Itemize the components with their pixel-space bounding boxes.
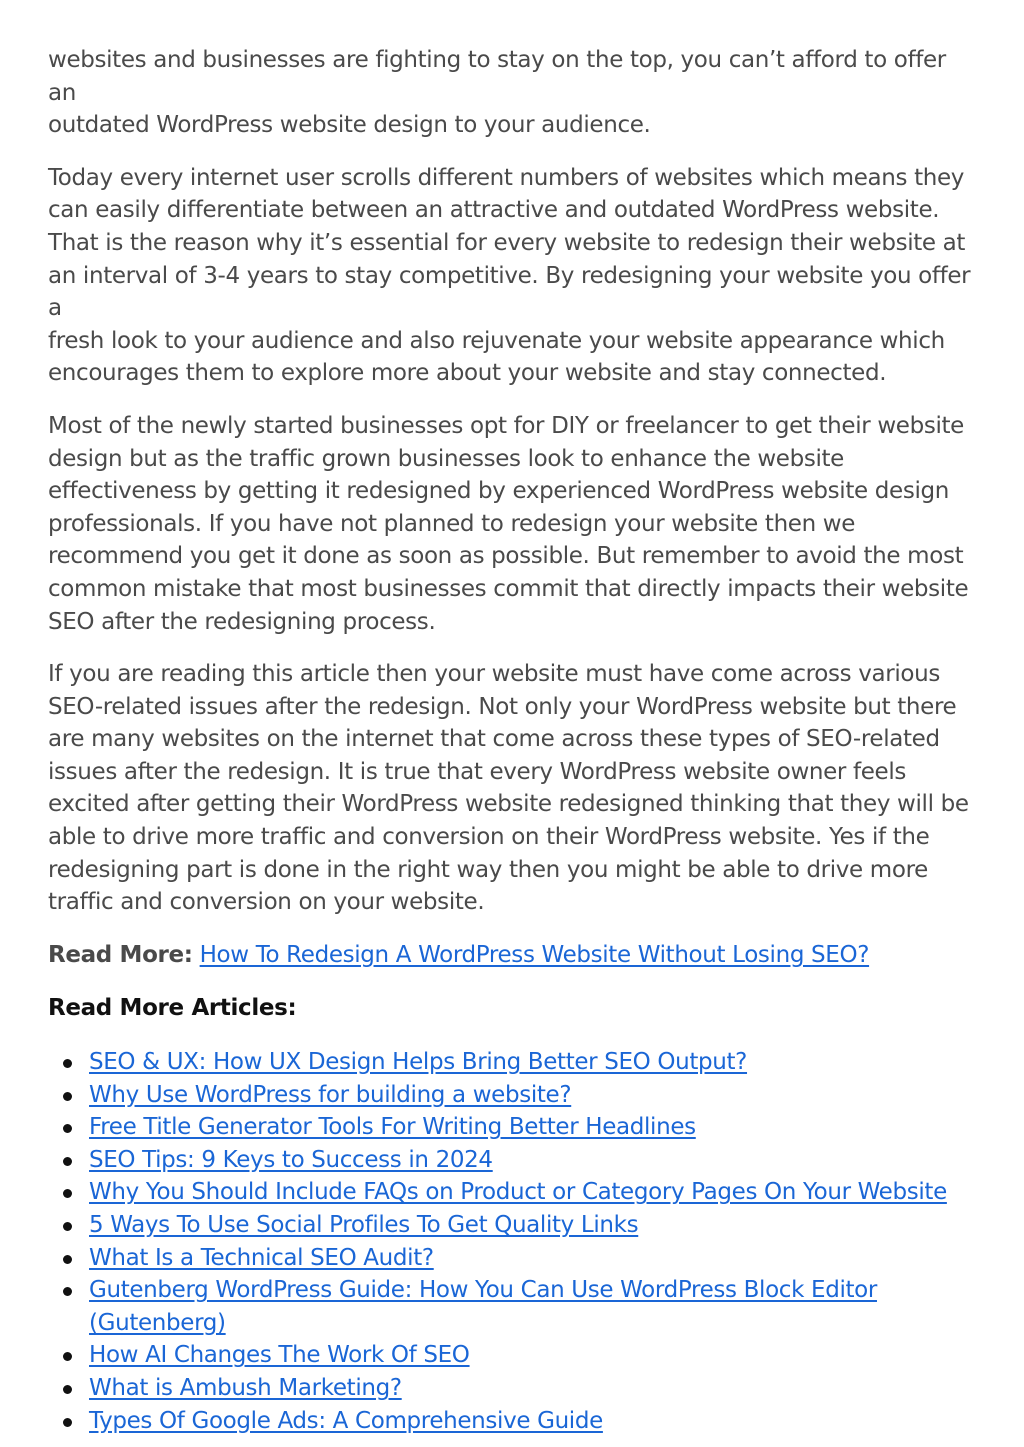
bullet-icon xyxy=(63,1189,72,1198)
list-item xyxy=(89,1405,976,1438)
bullet-icon xyxy=(63,1222,72,1231)
bullet-icon xyxy=(63,1255,72,1264)
bullet-icon xyxy=(63,1418,72,1427)
body-paragraph-3: Most of the newly started businesses opt for DIY or freelancer to get their website design but as the traffic grown businesses look to enhance the website effectiveness by getting it redesigned by experienced WordPress website design professionals. If you have not planned to redesign your website then we recommend you get it done as soon as possible. But remember to avoid the most common mistake that most businesses commit that directly impacts their website SEO after the redesigning process. xyxy=(48,412,969,635)
article-link-faqs[interactable]: Why You Should Include FAQs on Product or Category Pages On Your Website xyxy=(89,1179,947,1206)
article-link-title-generator[interactable]: Free Title Generator Tools For Writing Better Headlines xyxy=(89,1114,696,1141)
article-link-ambush-marketing[interactable]: What is Ambush Marketing? xyxy=(89,1374,402,1401)
bullet-icon xyxy=(63,1124,72,1133)
list-item xyxy=(89,1111,976,1144)
list-item xyxy=(89,1372,976,1405)
list-item xyxy=(89,1339,976,1372)
read-more-line xyxy=(48,939,976,972)
article-link-google-ads[interactable]: Types Of Google Ads: A Comprehensive Guide xyxy=(89,1407,603,1434)
list-item xyxy=(89,1046,976,1079)
bullet-icon xyxy=(63,1059,72,1068)
list-item xyxy=(89,1242,976,1275)
list-item xyxy=(89,1079,976,1112)
body-paragraph-4: If you are reading this article then your website must have come across various SEO-related issues after the redesign. Not only your WordPress website but there are many websites on the internet that come across these types of SEO-related issues after the redesign. It is true that every WordPress website owner feels excited after getting their WordPress website redesigned thinking that they will be able to drive more traffic and conversion on their WordPress website. Yes if the redesigning part is done in the right way then you might be able to drive more traffic and conversion on your website. xyxy=(48,661,969,916)
bullet-icon xyxy=(63,1287,72,1296)
bullet-icon xyxy=(63,1385,72,1394)
article-link-social-profiles[interactable]: 5 Ways To Use Social Profiles To Get Quality Links xyxy=(89,1212,639,1238)
body-paragraph-1: websites and businesses are fighting to stay on the top, you can’t afford to offer an outdated WordPress website design to your audience. xyxy=(48,47,946,139)
bullet-icon xyxy=(63,1157,72,1166)
body-paragraph-2: Today every internet user scrolls different numbers of websites which means they can easily differentiate between an attractive and outdated WordPress website. That is the reason why it’s essential for every website to redesign their website at an interval of 3-4 years to stay competitive. By redesigning your website you offer a fresh look to your audience and also rejuvenate your website appearance which encourages them to explore more about your website and stay connected. xyxy=(48,164,971,387)
article-link-ai-seo[interactable]: How AI Changes The Work Of SEO xyxy=(89,1342,470,1369)
list-item xyxy=(89,1176,976,1209)
bullet-icon xyxy=(63,1092,72,1101)
list-item xyxy=(89,1274,976,1339)
article-list xyxy=(48,1046,976,1437)
read-more-label: Read More: xyxy=(48,941,193,968)
article-link-seo-ux[interactable]: SEO & UX: How UX Design Helps Bring Better SEO Output? xyxy=(89,1049,748,1076)
read-more-link[interactable]: How To Redesign A WordPress Website Without Losing SEO? xyxy=(199,941,870,968)
bullet-icon xyxy=(63,1352,72,1361)
list-item xyxy=(89,1209,976,1242)
list-item xyxy=(89,1144,976,1177)
article-link-seo-tips[interactable]: SEO Tips: 9 Keys to Success in 2024 xyxy=(89,1146,493,1173)
read-more-articles-heading: Read More Articles: xyxy=(48,995,297,1022)
article-link-technical-seo-audit[interactable]: What Is a Technical SEO Audit? xyxy=(89,1244,434,1271)
article-link-why-wordpress[interactable]: Why Use WordPress for building a website? xyxy=(89,1081,572,1108)
article-link-gutenberg-guide[interactable]: Gutenberg WordPress Guide: How You Can Use WordPress Block Editor (Gutenberg) xyxy=(89,1277,877,1336)
